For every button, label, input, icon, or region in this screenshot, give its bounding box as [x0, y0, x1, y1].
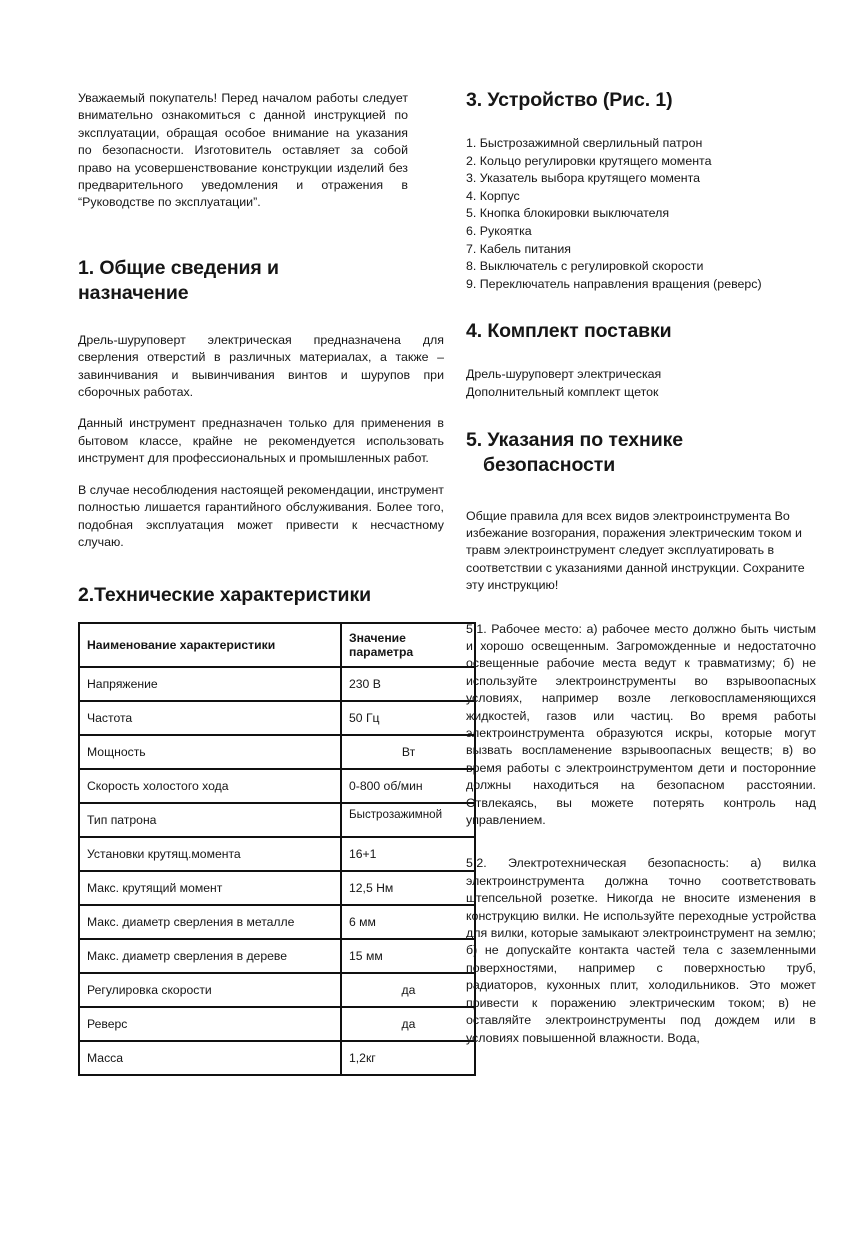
table-body: [79, 667, 475, 1075]
spec-name: Частота: [79, 701, 341, 735]
section-4-heading: 4. Комплект поставки: [466, 320, 672, 343]
section-5-2-text: 5.2. Электротехническая безопасность: а) вилка электроинструмента должна точно соответствовать штепсельной розетке. Никогда не вносите изменения в конструкцию вилки. Не используйте переходные устройства для вилки, которые замыкают электроинструмент на землю; б) не допускайте контакта частей тела с заземленными поверхностями, например с поверхностью труб, радиаторов, кухонных плит, холодильников. Это может привести к поражению электрическим током; в) не оставляйте электроинструменты под дождем или в условиях повышенной влажности. Вода,: [466, 856, 816, 1045]
spacer: [466, 478, 816, 508]
spec-name: Мощность: [79, 735, 341, 769]
section-3-heading: 3. Устройство (Рис. 1): [466, 89, 673, 111]
spec-value: 15 мм: [341, 939, 475, 973]
table-row: [79, 803, 475, 837]
table-row: [79, 939, 475, 973]
spec-name: Макс. диаметр сверления в металле: [79, 905, 341, 939]
table-row: [79, 837, 475, 871]
spacer: [466, 344, 816, 366]
list-item: 4. Корпус: [466, 188, 520, 203]
table-row: [79, 667, 475, 701]
list-item: 1. Быстрозажимной сверлильный патрон: [466, 136, 703, 150]
table-header-value: [341, 623, 475, 667]
table-row: [79, 769, 475, 803]
kit-list: [466, 366, 816, 401]
parts-list: [466, 135, 816, 293]
spec-name: Макс. диаметр сверления в дереве: [79, 939, 341, 973]
intro-paragraph: Уважаемый покупатель! Перед началом работы следует внимательно ознакомиться с данной инструкцией по эксплуатации, обращая особое внимание на указания по безопасности. Изготовитель оставляет за собой право на усовершенствование конструкции изделий без предварительного уведомления и отражения в “Руководстве по эксплуатации”.: [78, 91, 408, 210]
table-row: [79, 973, 475, 1007]
section-5-heading-line1: 5. Указания по технике: [466, 428, 684, 451]
section-5-heading-line2: безопасности: [483, 453, 616, 476]
table-header-name: Наименование характеристики: [79, 623, 341, 667]
spec-value: 6 мм: [341, 905, 475, 939]
spacer: [78, 608, 444, 622]
section-1-heading-line1: 1. Общие сведения и: [78, 256, 279, 279]
list-item: Дополнительный комплект щеток: [466, 384, 659, 399]
spec-name: Реверс: [79, 1007, 341, 1041]
table-header-row: [79, 623, 475, 667]
right-column: [466, 88, 816, 1047]
section-2-heading: 2.Технические характеристики: [78, 584, 371, 607]
table-row: [79, 1041, 475, 1075]
spec-value: 16+1: [341, 837, 475, 871]
table-row: [79, 701, 475, 735]
table-row: [79, 1007, 475, 1041]
table-row: [79, 735, 475, 769]
spacer: [466, 113, 816, 135]
spec-value: Быстрозажимной: [341, 803, 475, 837]
spec-name: Регулировка скорости: [79, 973, 341, 1007]
list-item: 8. Выключатель с регулировкой скорости: [466, 259, 704, 274]
spec-value: Вт: [341, 735, 475, 769]
left-column: [78, 90, 444, 1076]
list-item: 6. Рукоятка: [466, 223, 532, 238]
list-item: 2. Кольцо регулировки крутящего момента: [466, 153, 712, 168]
spec-name: Скорость холостого хода: [79, 769, 341, 803]
spacer: [78, 226, 444, 256]
section-1-paragraph-1: Дрель-шуруповерт электрическая предназначена для сверления отверстий в различных материалах, а также – завинчивания и вывинчивания винтов и шурупов при сборочных работах.: [78, 332, 444, 400]
table-row: [79, 871, 475, 905]
section-1-heading-line2: назначение: [78, 281, 189, 304]
table-row: [79, 905, 475, 939]
spec-value: 50 Гц: [341, 701, 475, 735]
section-1-paragraph-2: Данный инструмент предназначен только для применения в бытовом классе, крайне не рекомендуется использовать инструмент для профессиональных и промышленных работ.: [78, 416, 444, 466]
list-item: 7. Кабель питания: [466, 241, 571, 256]
spec-name: Тип патрона: [79, 803, 341, 837]
spec-name: Установки крутящ.момента: [79, 837, 341, 871]
spec-name: Масса: [79, 1041, 341, 1075]
spec-value: 0-800 об/мин: [341, 769, 475, 803]
section-5-1-text: 5.1. Рабочее место: а) рабочее место должно быть чистым и хорошо освещенным. Загроможденные и недостаточно освещенные рабочие места ведут к травматизму; б) не используйте электроинструменты во взрывоопасных условиях, например возле легковоспламеняющихся жидкостей, газов или частиц. Во время работы электроинструмента образуются искры, которые могут вызвать воспламенение взрывоопасных веществ; в) во время работы с электроинструментом дети и посторонние должны находиться на безопасном расстоянии. Отвлекаясь, вы можете потерять контроль над управлением.: [466, 621, 816, 828]
spec-name: Макс. крутящий момент: [79, 871, 341, 905]
spec-value: 230 В: [341, 667, 475, 701]
specifications-table: [78, 622, 476, 1076]
section-1-paragraph-3: В случае несоблюдения настоящей рекомендации, инструмент полностью лишается гарантийного обслуживания. Более того, подобная эксплуатация может привести к несчастному случаю.: [78, 482, 444, 549]
list-item: 9. Переключатель направления вращения (реверс): [466, 276, 762, 291]
spec-value: 12,5 Нм: [341, 871, 475, 905]
list-item: Дрель-шуруповерт электрическая: [466, 367, 662, 382]
spacer: [78, 565, 444, 583]
spec-value: да: [341, 973, 475, 1007]
list-item: 5. Кнопка блокировки выключателя: [466, 206, 670, 221]
list-item: 3. Указатель выбора крутящего момента: [466, 171, 701, 186]
spec-name: Напряжение: [79, 667, 341, 701]
spacer: [466, 293, 816, 319]
section-5-intro: Общие правила для всех видов электроинструмента Во избежание возгорания, поражения электрическим током и травм электроинструмент следует эксплуатировать в соответствии с указаниями данной инструкции. Сохраните эту инструкцию!: [466, 508, 805, 593]
section-1-heading: [78, 256, 444, 306]
spec-value: да: [341, 1007, 475, 1041]
table-header-value-line1: Значение: [349, 630, 406, 645]
spacer: [466, 843, 816, 855]
spec-value: 1,2кг: [341, 1041, 475, 1075]
table-header-value-line2: параметра: [349, 645, 414, 660]
spacer: [466, 402, 816, 428]
spacer: [466, 609, 816, 621]
section-5-heading: [466, 428, 816, 478]
spacer: [78, 306, 444, 332]
